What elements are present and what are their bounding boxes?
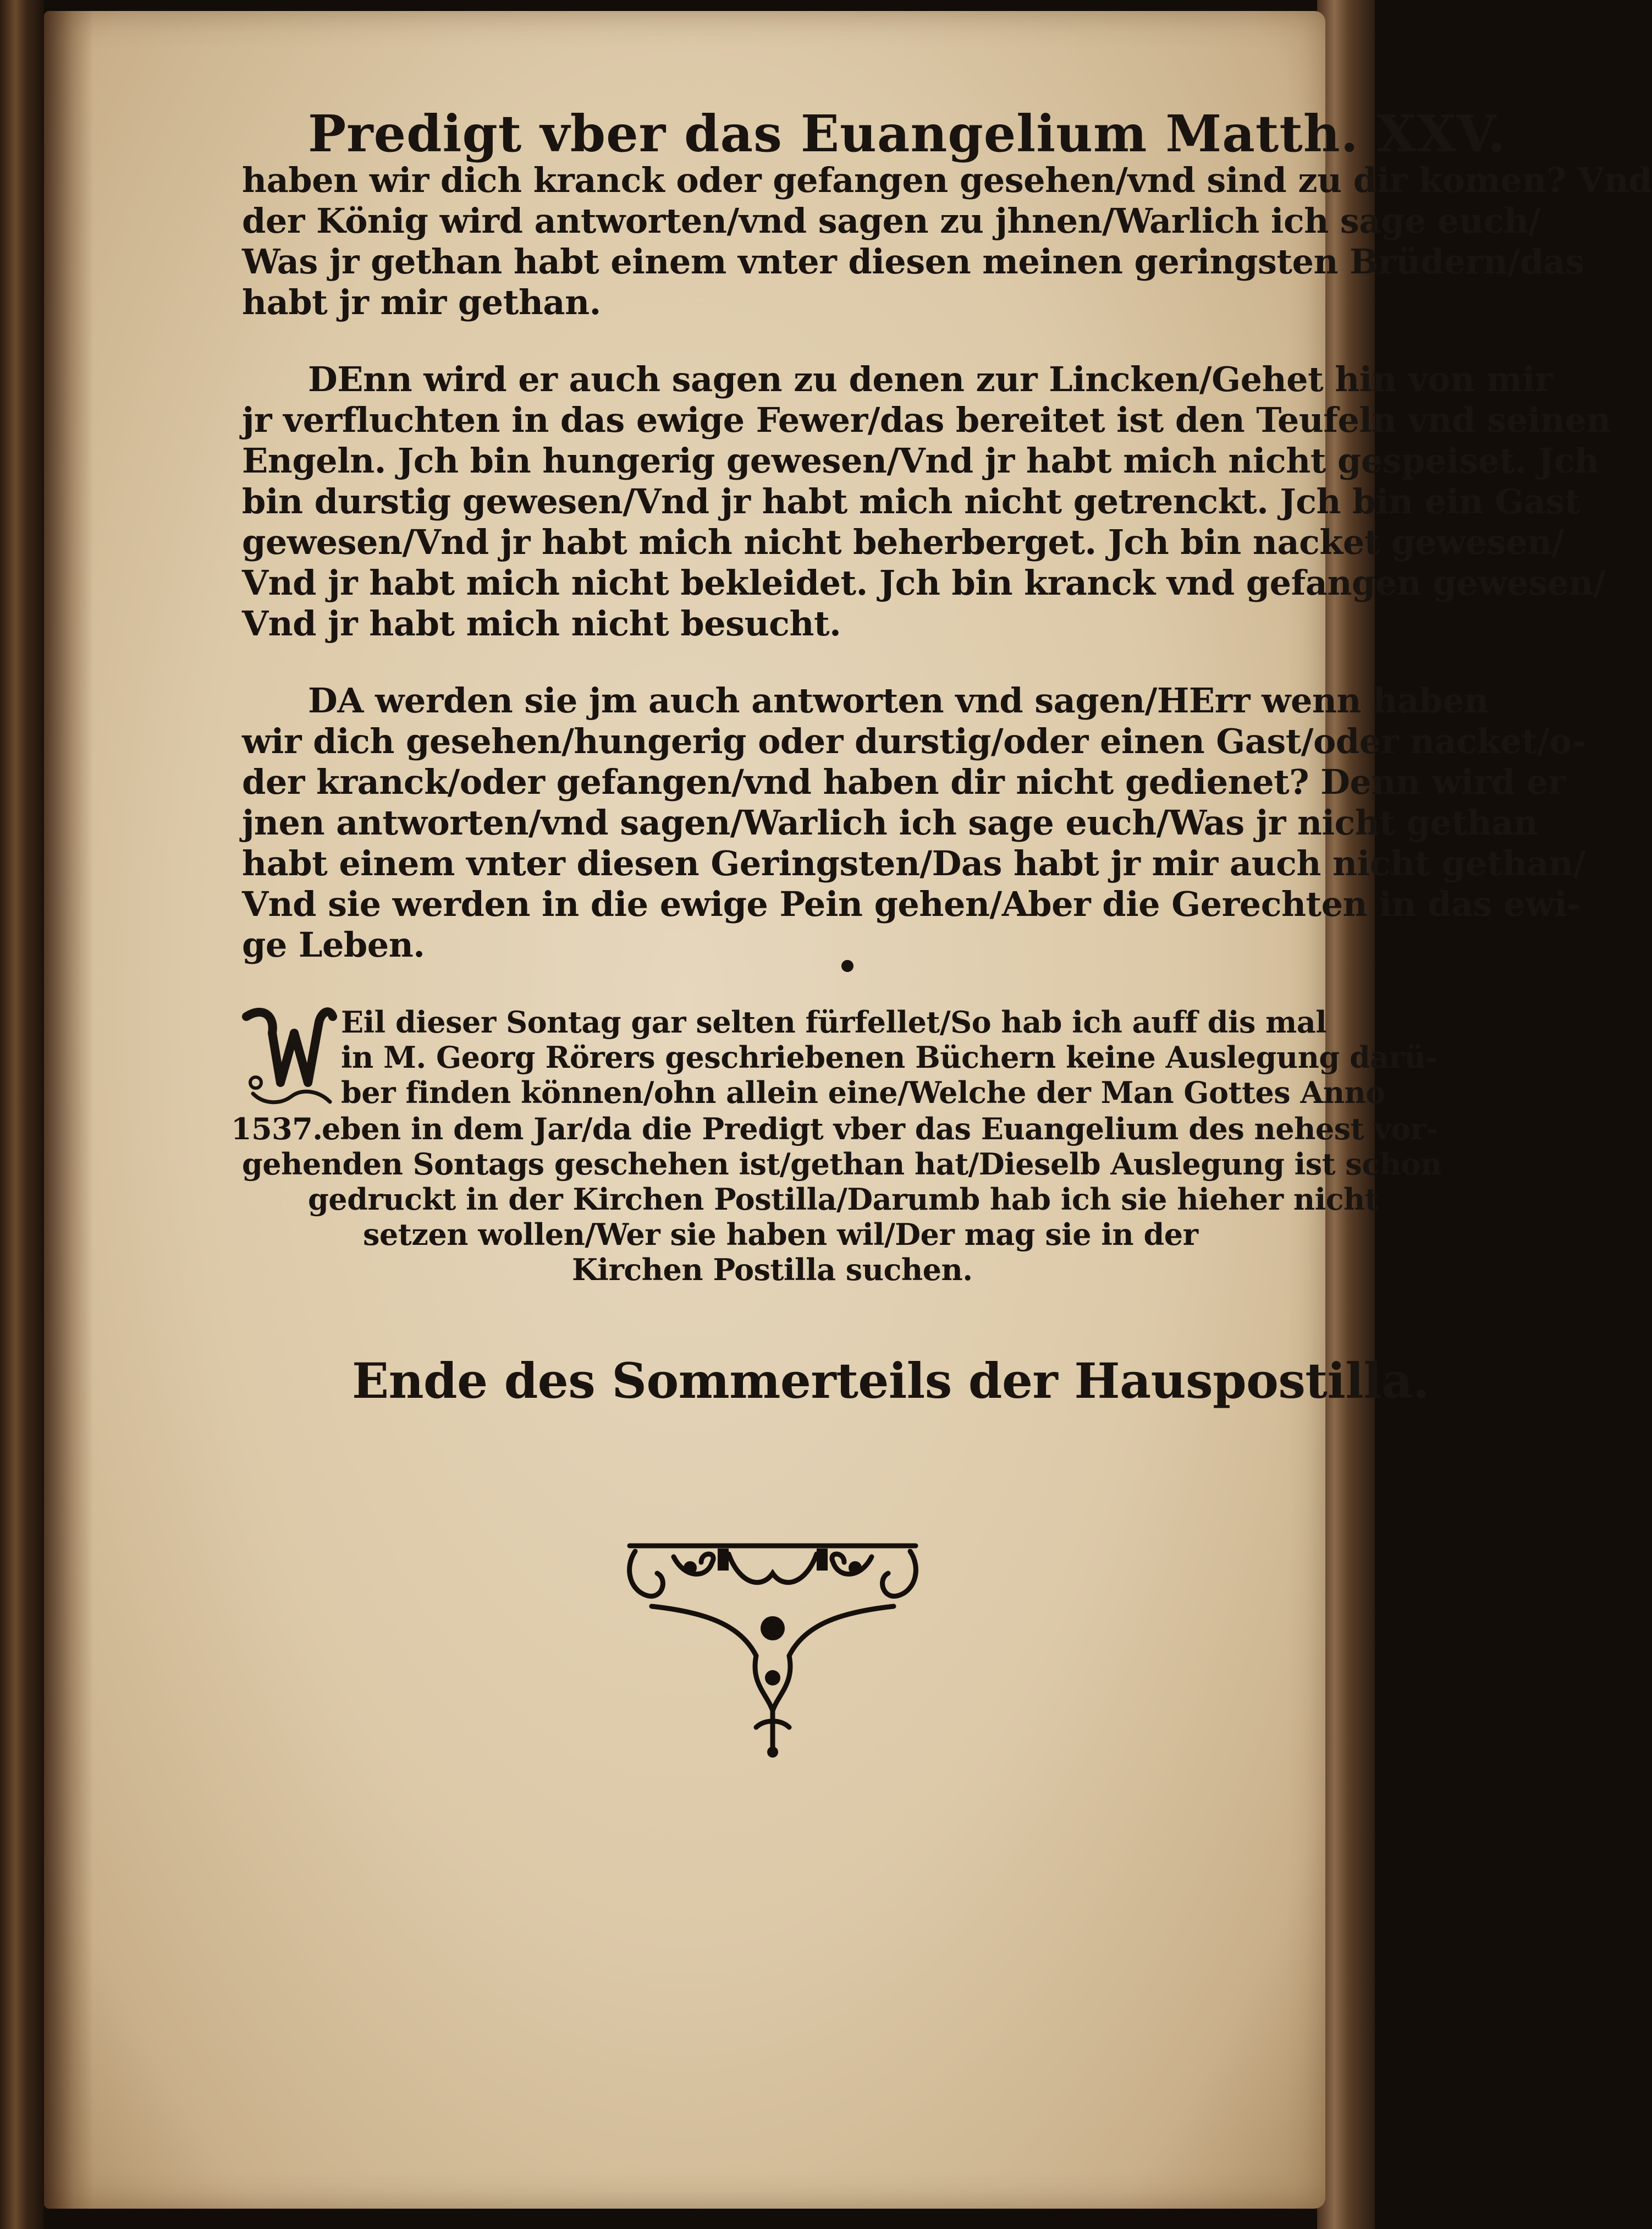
text-line: gehenden Sontags geschehen ist/gethan hat/Dieselb Auslegung ist schon bbox=[242, 1146, 1442, 1182]
text-line: haben wir dich kranck oder gefangen gesehen/vnd sind zu dir komen? Vnd bbox=[242, 160, 1652, 200]
closing-title: Ende des Sommerteils der Hauspostilla. bbox=[352, 1352, 1429, 1409]
text-line: Engeln. Jch bin hungerig gewesen/Vnd jr habt mich nicht gespeiset. Jch bbox=[242, 441, 1599, 481]
text-line: setzen wollen/Wer sie haben wil/Der mag sie in der bbox=[363, 1217, 1198, 1252]
text-line: habt einem vnter diesen Geringsten/Das habt jr mir auch nicht gethan/ bbox=[242, 843, 1585, 883]
text-line: habt jr mir gethan. bbox=[242, 282, 601, 322]
year-note: 1537. bbox=[231, 1111, 323, 1146]
text-line: Vnd jr habt mich nicht bekleidet. Jch bin kranck vnd gefangen gewesen/ bbox=[242, 563, 1606, 603]
text-line: eben in dem Jar/da die Predigt vber das Euangelium des nehest vor- bbox=[322, 1111, 1438, 1146]
text-line: ge Leben. bbox=[242, 925, 425, 965]
text-line: der König wird antworten/vnd sagen zu jhnen/Warlich ich sage euch/ bbox=[242, 201, 1541, 241]
printers-ornament bbox=[619, 1529, 927, 1760]
text-line: gedruckt in der Kirchen Postilla/Darumb hab ich sie hieher nicht bbox=[308, 1182, 1379, 1217]
running-head: Predigt vber das Euangelium Matth. XXV. bbox=[308, 104, 1506, 163]
text-line: jr verfluchten in das ewige Fewer/das bereitet ist den Teufeln vnd seinen bbox=[242, 400, 1611, 440]
text-line: Vnd sie werden in die ewige Pein gehen/Aber die Gerechten in das ewi- bbox=[242, 884, 1581, 924]
text-line: jnen antworten/vnd sagen/Warlich ich sage euch/Was jr nicht gethan bbox=[242, 803, 1538, 843]
printed-dot bbox=[841, 960, 853, 972]
page-gutter-shadow bbox=[44, 11, 93, 2209]
book-binding-left bbox=[0, 0, 44, 2229]
text-line: ber finden können/ohn allein eine/Welche der Man Gottes Anno bbox=[341, 1075, 1385, 1110]
initial-letter-w bbox=[242, 1000, 335, 1110]
text-line: gewesen/Vnd jr habt mich nicht beherberget. Jch bin nacket gewesen/ bbox=[242, 522, 1564, 562]
text-line: in M. Georg Rörers geschriebenen Büchern keine Auslegung darü- bbox=[341, 1040, 1438, 1075]
text-line: bin durstig gewesen/Vnd jr habt mich nicht getrenckt. Jch bin ein Gast bbox=[242, 481, 1581, 521]
text-line: wir dich gesehen/hungerig oder durstig/oder einen Gast/oder nacket/o- bbox=[242, 721, 1586, 761]
text-line: Was jr gethan habt einem vnter diesen meinen geringsten Brüdern/das bbox=[242, 241, 1584, 282]
text-line: Kirchen Postilla suchen. bbox=[572, 1252, 973, 1287]
text-line: DA werden sie jm auch antworten vnd sagen/HErr wenn haben bbox=[308, 680, 1489, 721]
text-line: der kranck/oder gefangen/vnd haben dir nicht gedienet? Denn wird er bbox=[242, 762, 1566, 802]
text-line: Vnd jr habt mich nicht besucht. bbox=[242, 603, 841, 644]
initial-letter-text: W bbox=[285, 1062, 292, 1068]
text-line: DEnn wird er auch sagen zu denen zur Lincken/Gehet hin von mir bbox=[308, 359, 1552, 399]
text-line: Eil dieser Sontag gar selten fürfellet/So hab ich auff dis mal bbox=[341, 1004, 1327, 1040]
